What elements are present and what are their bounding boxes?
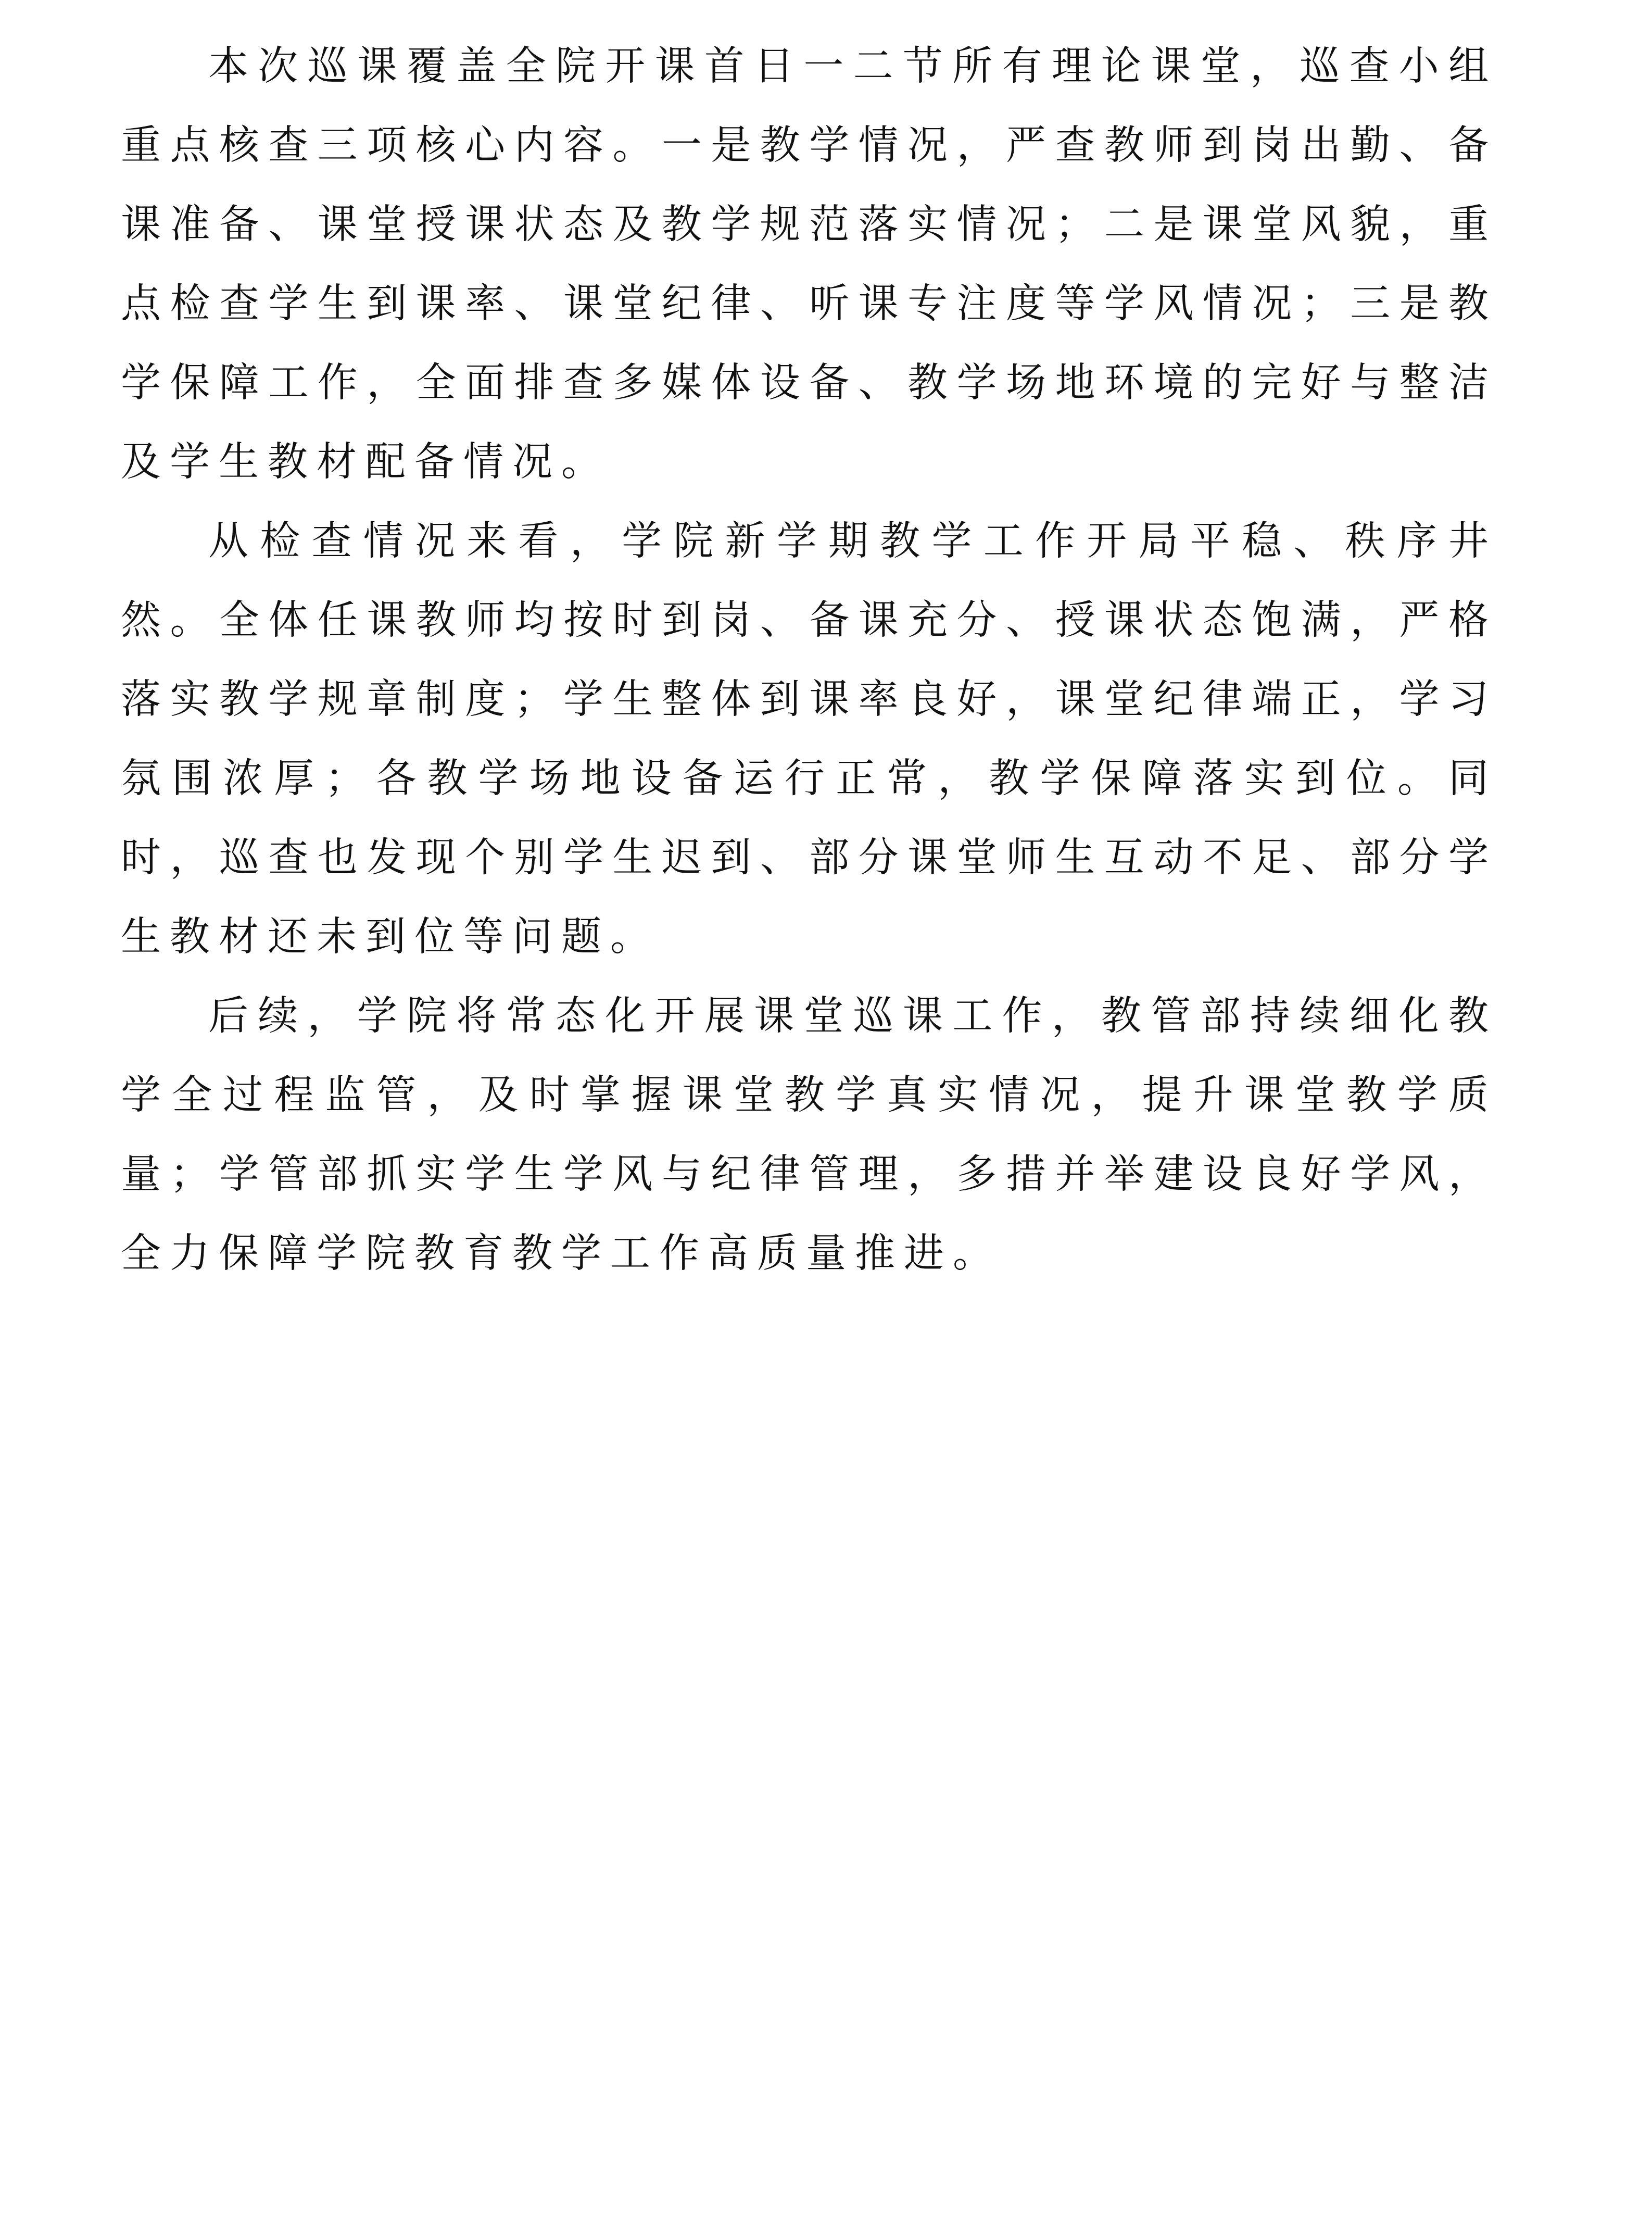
paragraph-follow-up-plan: 后续，学院将常态化开展课堂巡课工作，教管部持续细化教学全过程监管，及时掌握课堂教学真实情况，提升课堂教学质量；学管部抓实学生学风与纪律管理，多措并举建设良好学风，全力保障学院教育教学工作高质量推进。 <box>121 993 1497 1277</box>
paragraph-inspection-scope: 本次巡课覆盖全院开课首日一二节所有理论课堂，巡查小组重点核查三项核心内容。一是教学情况，严查教师到岗出勤、备课准备、课堂授课状态及教学规范落实情况；二是课堂风貌，重点检查学生到课率、课堂纪律、听课专注度等学风情况；三是教学保障工作，全面排查多媒体设备、教学场地环境的完好与整洁及学生教材配备情况。 <box>121 43 1497 485</box>
document-body <box>121 27 1497 1293</box>
paragraph-inspection-findings: 从检查情况来看，学院新学期教学工作开局平稳、秩序井然。全体任课教师均按时到岗、备课充分、授课状态饱满，严格落实教学规章制度；学生整体到课率良好，课堂纪律端正，学习氛围浓厚；各教学场地设备运行正常，教学保障落实到位。同时，巡查也发现个别学生迟到、部分课堂师生互动不足、部分学生教材还未到位等问题。 <box>121 518 1497 960</box>
